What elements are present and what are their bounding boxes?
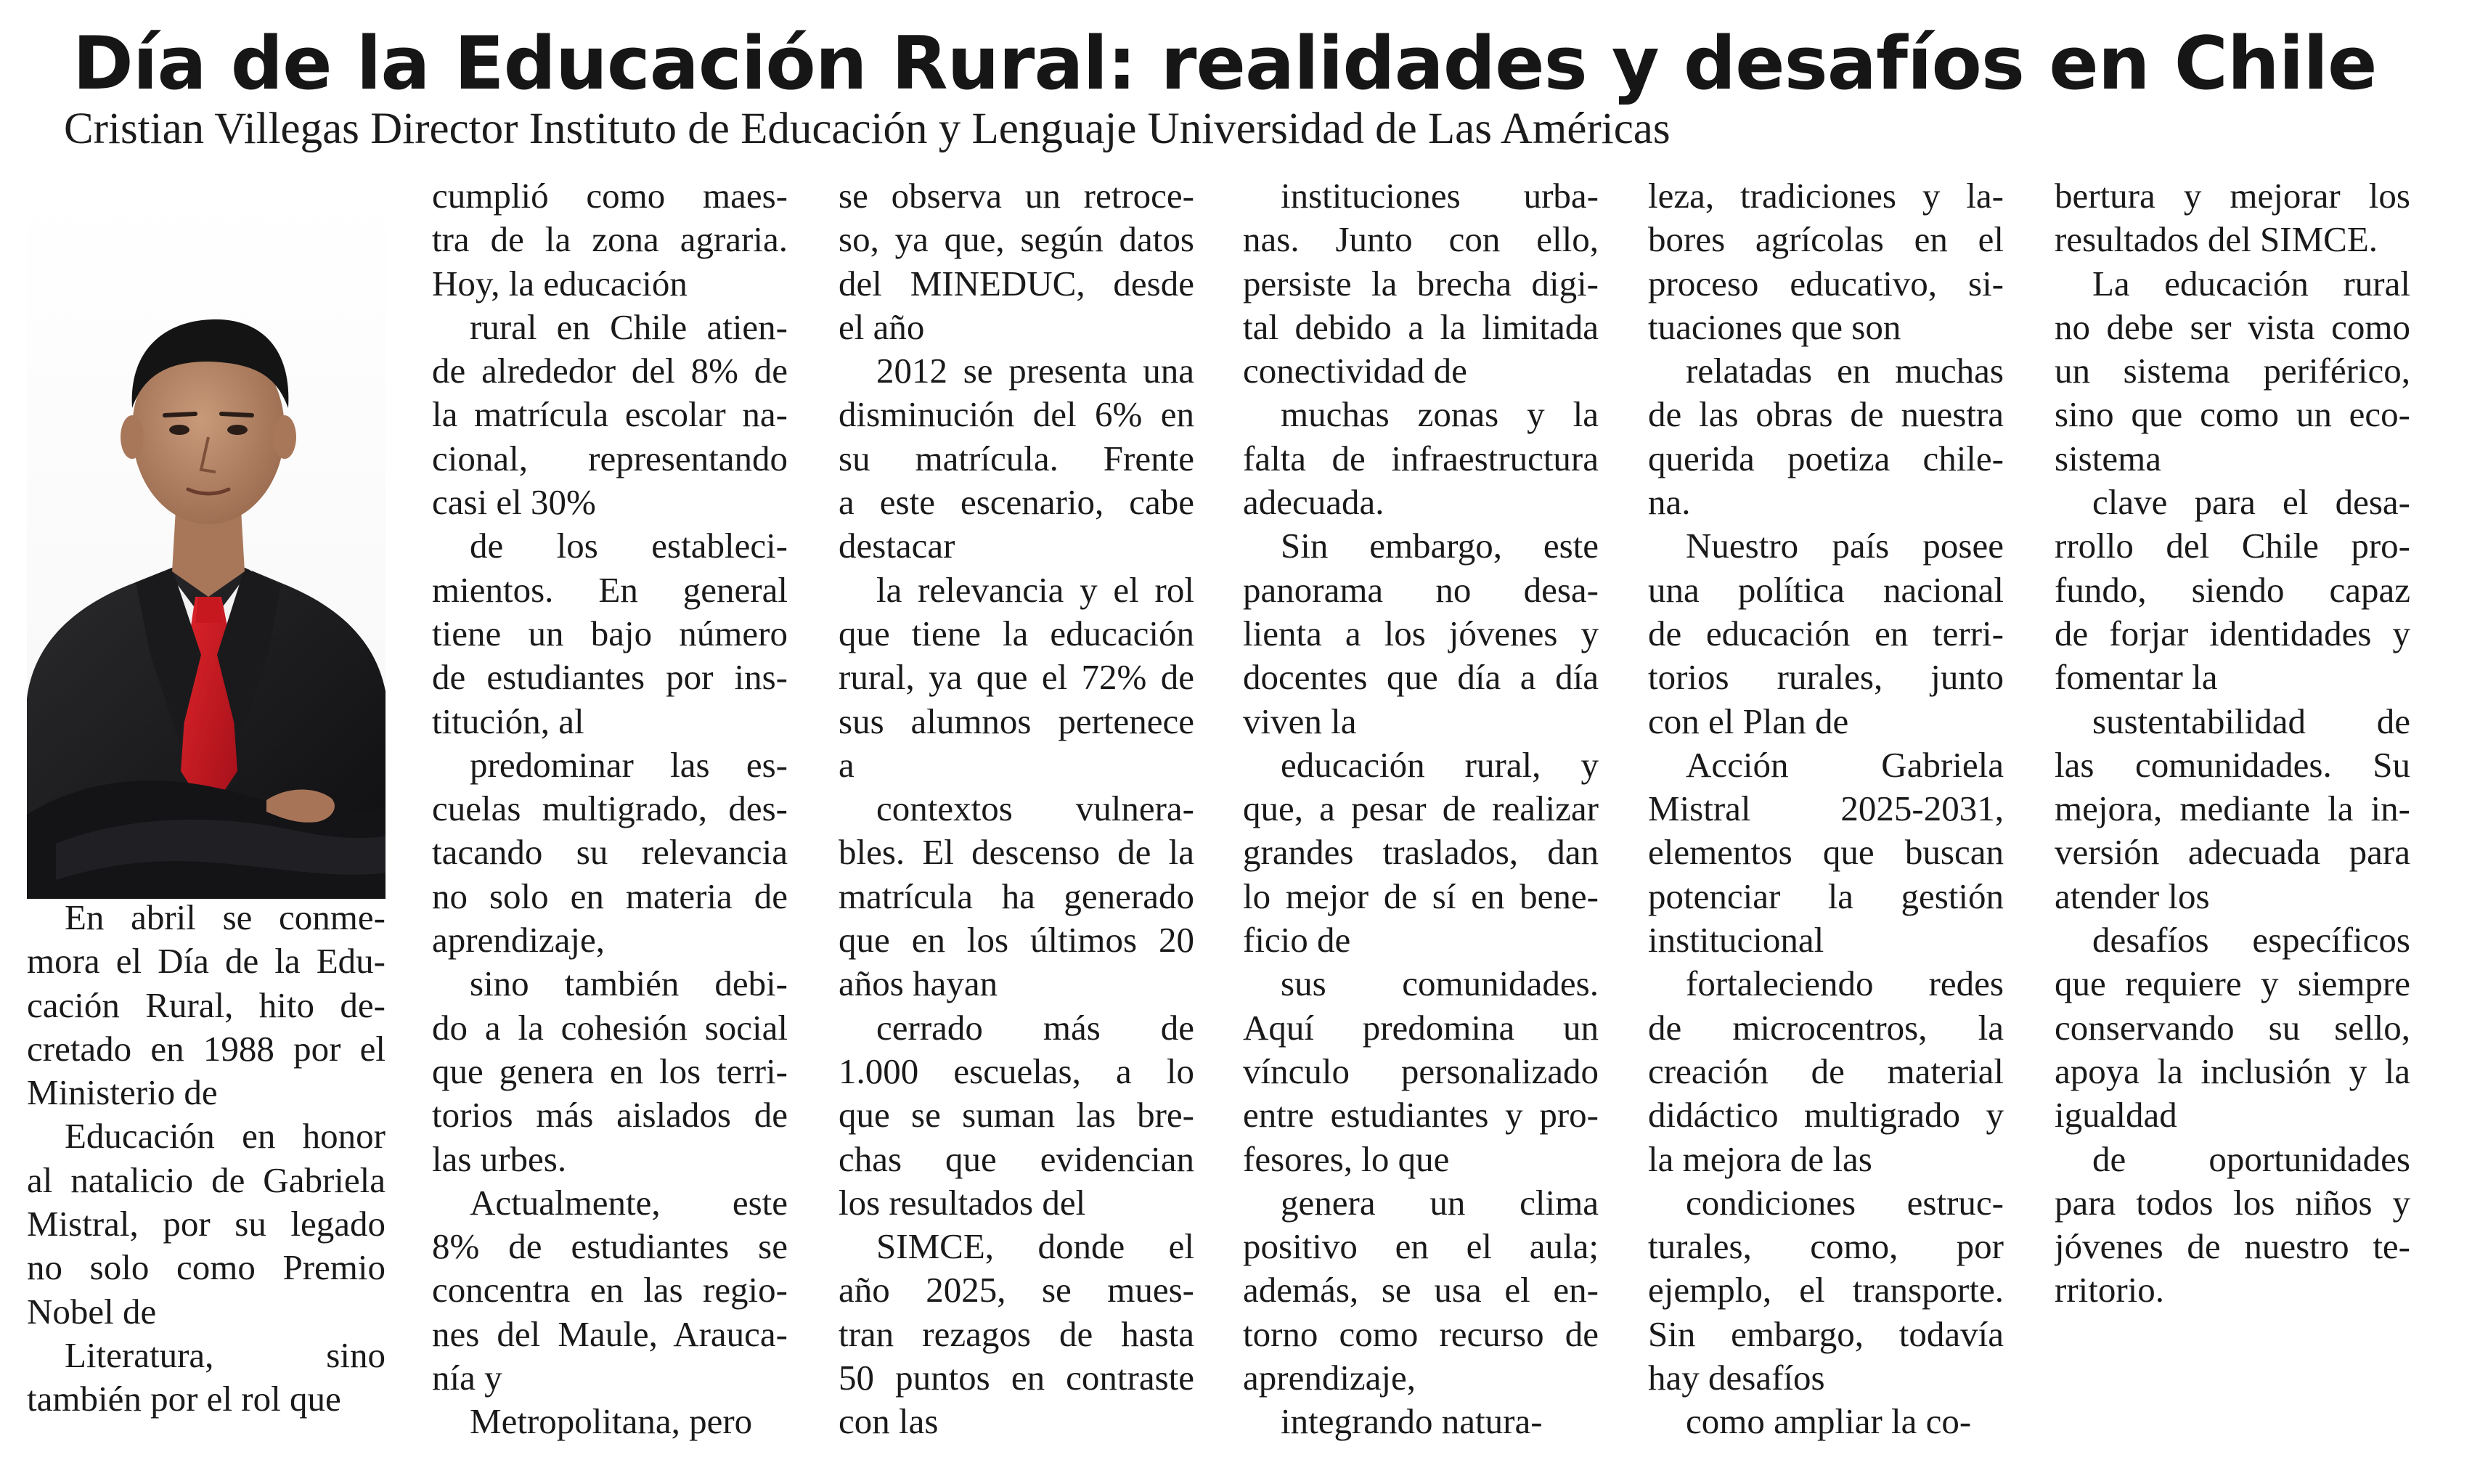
article-column-6 (2055, 174, 2410, 1313)
article-line: cación Rural, hito de- (27, 984, 386, 1025)
article-line: fundo, siendo capaz (2055, 569, 2410, 610)
article-line: su matrícula. Frente (839, 438, 1194, 478)
article-column-2 (432, 174, 788, 1444)
article-line: año 2025, se mues- (839, 1270, 1194, 1310)
article-line: torios rurales, junto (1648, 657, 2004, 698)
article-line: para todos los niños y (2055, 1182, 2410, 1223)
article-line: docentes que día a día (1243, 657, 1599, 698)
article-line: viven la (1243, 701, 1357, 741)
article-line: de educación en terri- (1648, 613, 2004, 653)
article-line: rritorio. (2055, 1270, 2165, 1310)
article-line: institucional (1648, 920, 1824, 961)
article-line: na. (1648, 482, 1691, 523)
article-line: nes del Maule, Arauca- (432, 1313, 788, 1354)
article-line: Metropolitana, pero (470, 1401, 753, 1442)
article-line: de microcentros, la (1648, 1007, 2004, 1048)
article-line: Ministerio de (27, 1072, 218, 1113)
article-line: que tiene la educación (839, 613, 1194, 653)
article-line: no solo en materia de (432, 876, 788, 916)
article-line: al natalicio de Gabriela (27, 1159, 386, 1200)
article-line: la relevancia y el rol (876, 569, 1194, 610)
article-line: se observa un retroce- (839, 176, 1194, 216)
article-line: rural, ya que el 72% de (839, 657, 1194, 698)
article-line: bertura y mejorar los (2055, 176, 2410, 216)
article-line: sus comunidades. (1281, 963, 1599, 1004)
article-line: rrollo del Chile pro- (2055, 526, 2410, 566)
article-line: persiste la brecha digi- (1243, 263, 1599, 303)
article-line: rural en Chile atien- (470, 306, 788, 347)
article-line: condiciones estruc- (1686, 1182, 2004, 1223)
article-line: apoya la inclusión y la (2055, 1051, 2410, 1091)
article-line: 50 puntos en contraste (839, 1358, 1194, 1398)
article-line: mejora, mediante la in- (2055, 788, 2410, 829)
article-line: de alrededor del 8% de (432, 351, 788, 391)
article-line: el año (839, 306, 925, 347)
article-column-4 (1243, 174, 1599, 1444)
article-line: SIMCE, donde el (876, 1226, 1194, 1267)
article-line: tra de la zona agraria. (432, 219, 788, 260)
article-line: resultados del SIMCE. (2055, 219, 2378, 260)
article-line: aprendizaje, (432, 920, 605, 961)
article-line: contextos vulnera- (876, 788, 1194, 829)
article-line: Acción Gabriela (1686, 744, 2004, 785)
article-line: no debe ser vista como (2055, 306, 2410, 347)
article-line: sustentabilidad de (2092, 701, 2410, 741)
article-line: leza, tradiciones y la- (1648, 176, 2004, 216)
article-line: sistema (2055, 438, 2161, 478)
article-line: que se suman las bre- (839, 1095, 1194, 1136)
article-line: cumplió como maes- (432, 176, 788, 216)
article-line: 2012 se presenta una (876, 351, 1194, 391)
article-line: versión adecuada para (2055, 832, 2410, 873)
article-line: Sin embargo, todavía (1648, 1313, 2004, 1354)
article-line: bores agrícolas en el (1648, 219, 2004, 260)
article-line: potenciar la gestión (1648, 876, 2004, 916)
article-line: no solo como Premio (27, 1247, 386, 1288)
article-line: fortaleciendo redes (1686, 963, 2004, 1004)
byline: Cristian Villegas Director Instituto de Educación y Lenguaje Universidad de Las Américas (64, 105, 1671, 153)
article-line: conservando su sello, (2055, 1007, 2410, 1048)
article-line: Nuestro país posee (1686, 526, 2004, 566)
article-line: integrando natura- (1281, 1401, 1543, 1442)
article-line: genera un clima (1281, 1182, 1599, 1223)
article-line: cerrado más de (876, 1007, 1194, 1048)
article-line: Literatura, sino (65, 1334, 386, 1375)
article-line: lo mejor de sí en bene- (1243, 876, 1599, 916)
article-line: do a la cohesión social (432, 1007, 788, 1048)
article-line: un sistema periférico, (2055, 351, 2410, 391)
article-line: querida poetiza chile- (1648, 438, 2004, 478)
article-line: ficio de (1243, 920, 1351, 961)
article-line: que, a pesar de realizar (1243, 788, 1599, 829)
article-line: predominar las es- (470, 744, 788, 785)
article-line: Educación en honor (65, 1116, 386, 1157)
article-line: tuaciones que son (1648, 306, 1901, 347)
article-line: 8% de estudiantes se (432, 1226, 788, 1267)
article-line: La educación rural (2092, 263, 2410, 303)
article-line: tran rezagos de hasta (839, 1313, 1194, 1354)
article-line: mora el Día de la Edu- (27, 941, 386, 982)
article-line: instituciones urba- (1281, 176, 1599, 216)
article-line: años hayan (839, 963, 998, 1004)
article-line: grandes traslados, dan (1243, 832, 1599, 873)
headline: Día de la Educación Rural: realidades y desafíos en Chile (73, 20, 2377, 106)
article-line: a (839, 744, 854, 785)
article-line: 1.000 escuelas, a lo (839, 1051, 1194, 1091)
article-line: falta de infraestructura (1243, 438, 1599, 478)
article-line: jóvenes de nuestro te- (2055, 1226, 2410, 1267)
article-line: Aquí predomina un (1243, 1007, 1599, 1048)
article-line: nas. Junto con ello, (1243, 219, 1599, 260)
article-line: turales, como, por (1648, 1226, 2004, 1267)
article-line: so, ya que, según datos (839, 219, 1194, 260)
article-line: panorama no desa- (1243, 569, 1599, 610)
article-line: sus alumnos pertenece (839, 701, 1194, 741)
article-line: cretado en 1988 por el (27, 1028, 386, 1069)
article-column-3 (839, 174, 1194, 1444)
article-line: vínculo personalizado (1243, 1051, 1599, 1091)
article-line: una política nacional (1648, 569, 2004, 610)
article-line: Hoy, la educación (432, 263, 688, 303)
article-line: de las obras de nuestra (1648, 394, 2004, 435)
article-line: fesores, lo que (1243, 1138, 1450, 1179)
article-line: torno como recurso de (1243, 1313, 1599, 1354)
article-line: hay desafíos (1648, 1358, 1825, 1398)
article-line: muchas zonas y la (1281, 394, 1599, 435)
article-line: del MINEDUC, desde (839, 263, 1194, 303)
article-line: atender los (2055, 876, 2210, 916)
article-line: con las (839, 1401, 939, 1442)
article-line: Actualmente, este (470, 1182, 788, 1223)
article-line: las urbes. (432, 1138, 567, 1179)
article-line: como ampliar la co- (1686, 1401, 1972, 1442)
article-line: creación de material (1648, 1051, 2004, 1091)
article-line: En abril se conme- (65, 897, 386, 937)
article-line: la matrícula escolar na- (432, 394, 788, 435)
article-line: destacar (839, 526, 955, 566)
article-line: relatadas en muchas (1686, 351, 2004, 391)
article-line: con el Plan de (1648, 701, 1849, 741)
article-line: la mejora de las (1648, 1138, 1872, 1179)
article-line: mientos. En general (432, 569, 788, 610)
article-line: de estudiantes por ins- (432, 657, 788, 698)
article-line: nía y (432, 1358, 502, 1398)
article-line: de forjar identidades y (2055, 613, 2410, 653)
article-line: titución, al (432, 701, 584, 741)
article-line: torios más aislados de (432, 1095, 788, 1136)
article-line: elementos que buscan (1648, 832, 2004, 873)
article-line: igualdad (2055, 1095, 2177, 1136)
article-line: también por el rol que (27, 1379, 341, 1419)
article-line: tacando su relevancia (432, 832, 788, 873)
article-line: cional, representando (432, 438, 788, 478)
article-line: educación rural, y (1281, 744, 1599, 785)
article-line: Mistral 2025-2031, (1648, 788, 2004, 829)
article-line: los resultados del (839, 1182, 1086, 1223)
article-line: lienta a los jóvenes y (1243, 613, 1599, 653)
article-line: positivo en el aula; (1243, 1226, 1599, 1267)
article-line: sino también debi- (470, 963, 788, 1004)
article-line: tiene un bajo número (432, 613, 788, 653)
article-line: Nobel de (27, 1291, 157, 1332)
article-line: chas que evidencian (839, 1138, 1194, 1179)
article-column-5 (1648, 174, 2004, 1444)
article-line: tal debido a la limitada (1243, 306, 1599, 347)
article-line: didáctico multigrado y (1648, 1095, 2004, 1136)
article-line: aprendizaje, (1243, 1358, 1416, 1398)
article-line: que requiere y siempre (2055, 963, 2410, 1004)
article-line: desafíos específicos (2092, 920, 2410, 961)
article-line: cuelas multigrado, des- (432, 788, 788, 829)
article-line: que en los últimos 20 (839, 920, 1194, 961)
author-portrait-image (27, 190, 386, 899)
article-line: que genera en los terri- (432, 1051, 788, 1091)
article-line: conectividad de (1243, 351, 1467, 391)
article-column-1 (27, 896, 386, 1422)
author-photo (27, 190, 386, 899)
article-line: Sin embargo, este (1281, 526, 1599, 566)
article-line: ejemplo, el transporte. (1648, 1270, 2004, 1310)
article-line: disminución del 6% en (839, 394, 1194, 435)
article-line: sino que como un eco- (2055, 394, 2410, 435)
article-line: clave para el desa- (2092, 482, 2410, 523)
article-line: bles. El descenso de la (839, 832, 1194, 873)
article-line: casi el 30% (432, 482, 596, 523)
article-line: de oportunidades (2092, 1138, 2410, 1179)
article-line: Mistral, por su legado (27, 1204, 386, 1244)
article-line: las comunidades. Su (2055, 744, 2410, 785)
article-line: a este escenario, cabe (839, 482, 1194, 523)
article-line: concentra en las regio- (432, 1270, 788, 1310)
article-line: adecuada. (1243, 482, 1384, 523)
article-line: fomentar la (2055, 657, 2218, 698)
article-line: proceso educativo, si- (1648, 263, 2004, 303)
article-line: de los estableci- (470, 526, 788, 566)
article-line: además, se usa el en- (1243, 1270, 1599, 1310)
article-line: entre estudiantes y pro- (1243, 1095, 1599, 1136)
article-line: matrícula ha generado (839, 876, 1194, 916)
